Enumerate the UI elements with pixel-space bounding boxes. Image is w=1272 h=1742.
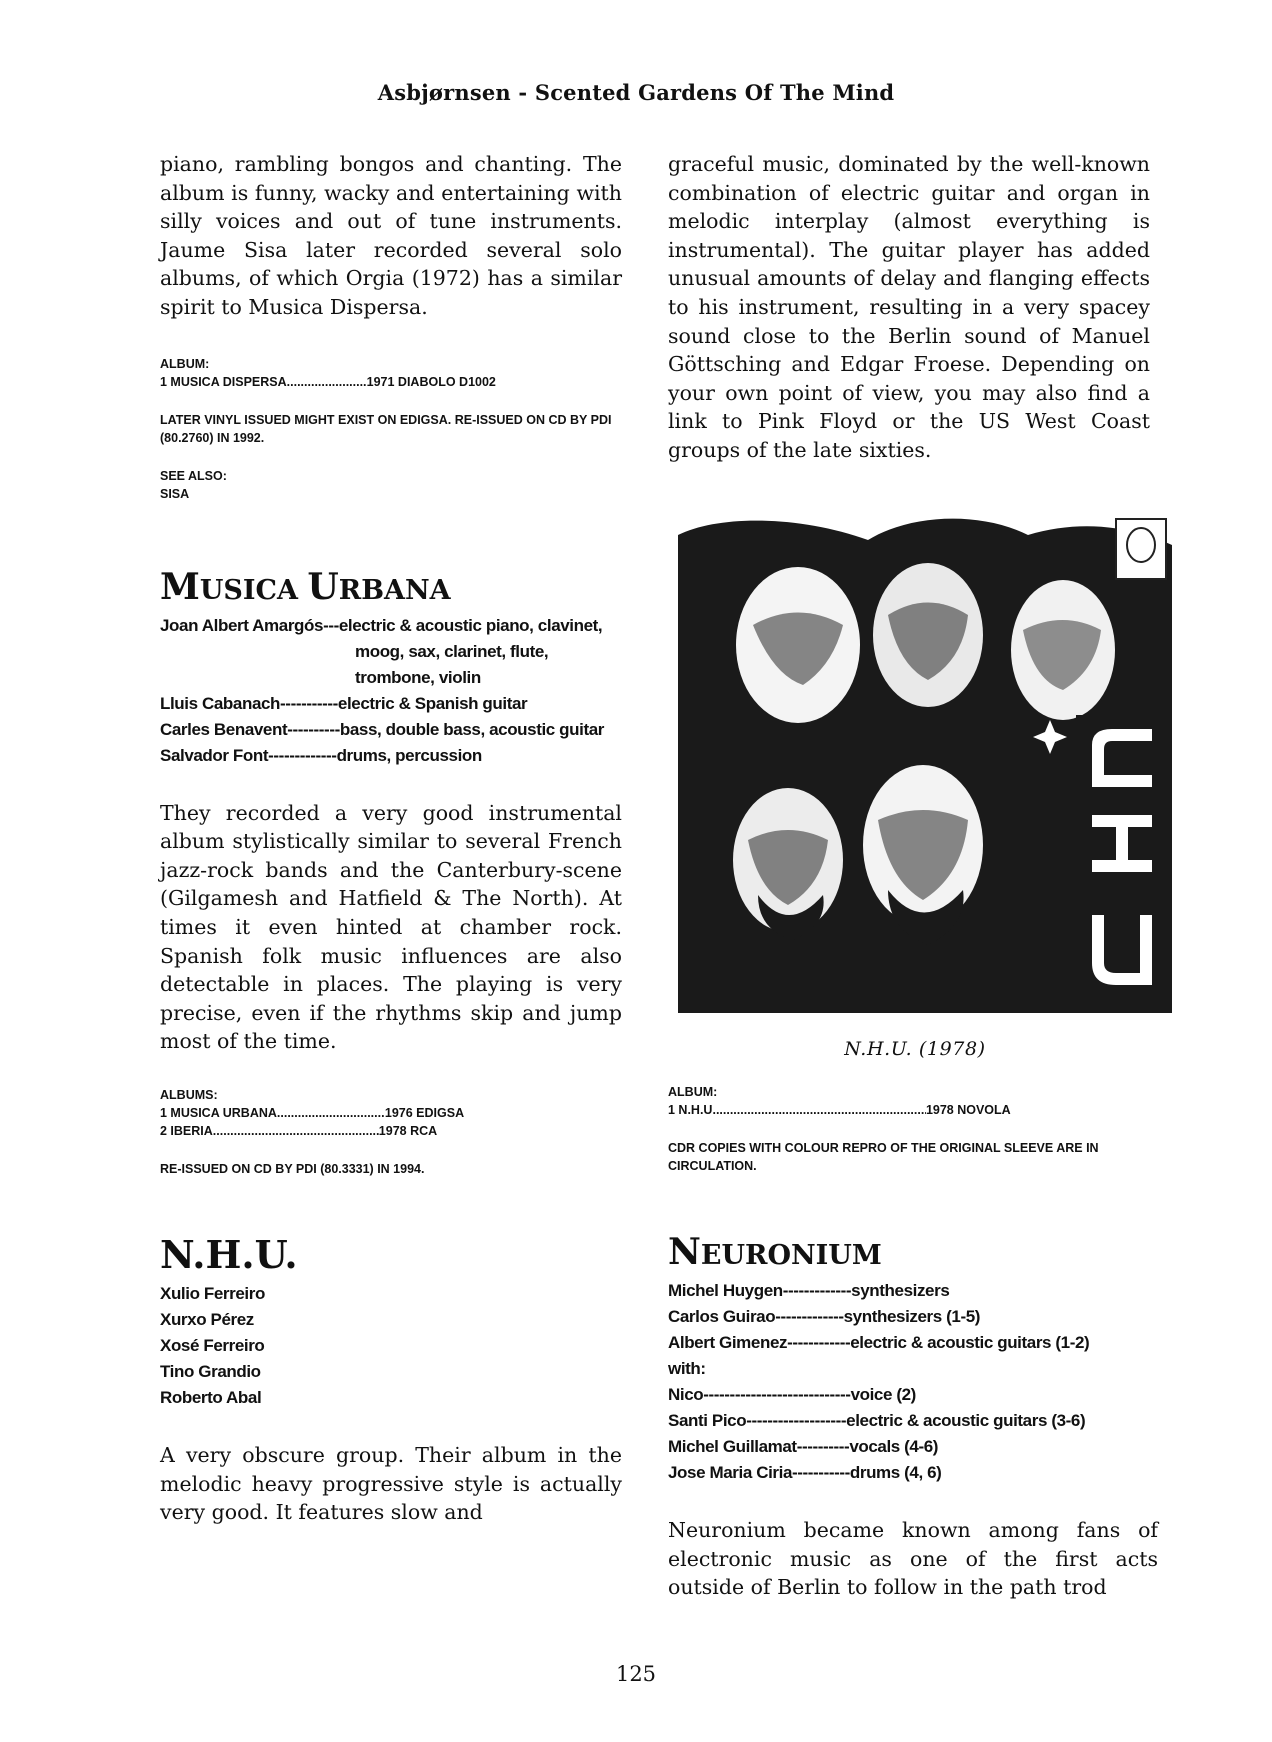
intro-paragraph: piano, rambling bongos and chanting. The album is funny, wacky and entertaining with silly voices and out of tune instruments. Jaume Sisa later recorded several solo albums, of which Orgia (1972) has a similar spirit to Musica Dispersa. bbox=[160, 152, 622, 319]
see-also-value: SISA bbox=[160, 486, 190, 501]
album-title: 1 MUSICA DISPERSA bbox=[160, 374, 287, 389]
lineup-row: moog, sax, clarinet, flute, bbox=[355, 641, 549, 661]
nhu-members bbox=[160, 1281, 622, 1411]
nhu-album-cover bbox=[678, 515, 1172, 1013]
member: Roberto Abal bbox=[160, 1387, 262, 1407]
dot-leader bbox=[277, 1104, 385, 1122]
running-header: Asbjørnsen - Scented Gardens Of The Mind bbox=[377, 80, 895, 105]
nhu-text: A very obscure group. Their album in the melodic heavy progressive style is actually very good. It features slow and bbox=[160, 1442, 622, 1525]
member: Xosé Ferreiro bbox=[160, 1335, 265, 1355]
cover-caption: N.H.U. (1978) bbox=[844, 1038, 986, 1060]
neuronium-title: NEURONIUM bbox=[668, 1231, 882, 1273]
album-heading: ALBUM: bbox=[160, 356, 210, 371]
lineup-row: Nico ---------------------------- voice (2) bbox=[668, 1385, 916, 1404]
lineup-row: Salvador Font ------------- drums, percussion bbox=[160, 745, 482, 765]
lineup-row: Carles Benavent ---------- bass, double bass, acoustic guitar bbox=[160, 719, 605, 739]
album-entry: 2 IBERIA ..... 1978 RCA bbox=[160, 1122, 622, 1140]
album-entry: 1 MUSICA URBANA ..... 1976 EDIGSA bbox=[160, 1104, 622, 1122]
album-heading: ALBUM: bbox=[668, 1085, 718, 1099]
intro-paragraph: graceful music, dominated by the well-known combination of electric guitar and organ in melodic interplay (almost everything is instrumental). The guitar player has added unusual amounts of delay and flanging effects to his instrument, resulting in a very spacey sound close to the Berlin sound of Manuel Göttsching and Edgar Froese. Depending on your own point of view, you may also find a link to Pink Floyd or the US West Coast groups of the late sixties. bbox=[668, 152, 1150, 462]
neuronium-text: Neuronium became known among fans of electronic music as one of the first acts outside of Berlin to follow in the path trod bbox=[668, 1518, 1158, 1600]
musica-urbana-title: MUSICA URBANA bbox=[160, 565, 451, 608]
lineup-row: Carlos Guirao ------------- synthesizers (1-5) bbox=[668, 1307, 981, 1326]
right-column bbox=[668, 150, 1150, 465]
lineup-row: Santi Pico ------------------- electric & acoustic guitars (3-6) bbox=[668, 1411, 1086, 1430]
dot-leader bbox=[716, 1101, 926, 1119]
release-note: RE-ISSUED ON CD BY PDI (80.3331) IN 1994. bbox=[160, 1161, 425, 1176]
member: Xurxo Pérez bbox=[160, 1309, 254, 1329]
left-column bbox=[160, 150, 622, 1527]
release-note: LATER VINYL ISSUED MIGHT EXIST ON EDIGSA. RE-ISSUED ON CD BY PDI (80.2760) IN 1992. bbox=[160, 412, 612, 445]
musica-urbana-lineup bbox=[160, 613, 622, 769]
lineup-row: Albert Gimenez ------------ electric & acoustic guitars (1-2) bbox=[668, 1333, 1090, 1352]
page-number: 125 bbox=[615, 1662, 657, 1686]
see-also-heading: SEE ALSO: bbox=[160, 468, 227, 483]
member: Tino Grandio bbox=[160, 1361, 261, 1381]
member: Xulio Ferreiro bbox=[160, 1283, 265, 1303]
lineup-row: Michel Guillamat ---------- vocals (4-6) bbox=[668, 1437, 939, 1456]
nhu-title: N.H.U. bbox=[160, 1231, 298, 1277]
lineup-row: with: bbox=[668, 1359, 706, 1378]
release-note: CDR COPIES WITH COLOUR REPRO OF THE ORIGINAL SLEEVE ARE IN CIRCULATION. bbox=[668, 1141, 1099, 1173]
lineup-row: Michel Huygen ------------- synthesizers bbox=[668, 1281, 950, 1300]
lineup-row: Joan Albert Amargós --- electric & acoustic piano, clavinet, bbox=[160, 615, 603, 635]
dot-leader bbox=[287, 373, 367, 391]
album-entry bbox=[160, 373, 622, 391]
album-info: 1971 DIABOLO D1002 bbox=[366, 374, 496, 389]
lineup-row: Jose Maria Ciria ----------- drums (4, 6) bbox=[668, 1463, 942, 1482]
albums-heading: ALBUMS: bbox=[160, 1087, 218, 1102]
dot-leader bbox=[213, 1122, 379, 1140]
lineup-row: trombone, violin bbox=[355, 667, 481, 687]
neuronium-lineup bbox=[668, 1278, 1158, 1486]
album-entry: 1 N.H.U. ..... 1978 NOVOLA bbox=[668, 1101, 1158, 1119]
lineup-row: Lluis Cabanach ----------- electric & Spanish guitar bbox=[160, 693, 528, 713]
right-column-lower bbox=[668, 1083, 1158, 1602]
musica-urbana-text: They recorded a very good instrumental album stylistically similar to several French jazz-rock bands and the Canterbury-scene (Gilgamesh and Hatfield & The North). At times it even hinted at chamber rock. Spanish folk music influences are also detectable in places. The playing is very precise, even if the rhythms skip and jump most of the time. bbox=[160, 800, 622, 1054]
